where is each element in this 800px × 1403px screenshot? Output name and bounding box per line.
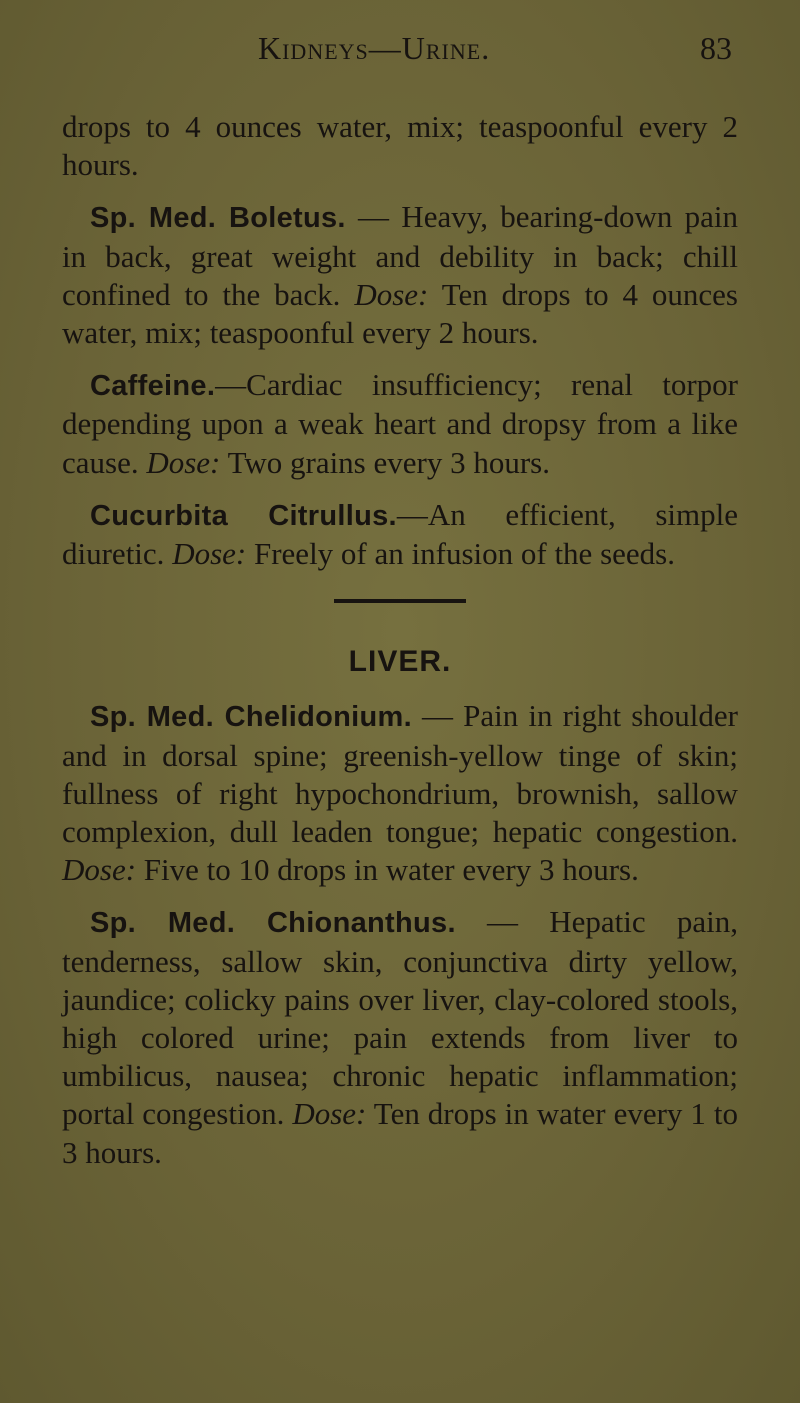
dose-text: Two grains every 3 hours. (220, 444, 550, 480)
entry-chelidonium (62, 697, 738, 889)
paragraph-text: drops to 4 ounces water, mix; teaspoonful every 2 hours. (62, 109, 738, 183)
entry-term: Sp. Med. Boletus. (90, 202, 346, 235)
dose-label: Dose: (62, 852, 137, 888)
entry-text: — Hepatic pain, tenderness, sallow skin, conjunctiva dirty yellow, jaundice; colicky pains over liver, clay-colored stools, high colored urine; pain extends from liver to umbilicus, nausea; chronic hepatic inflammation; portal congestion. (62, 904, 739, 1132)
entry-caffeine (62, 366, 738, 482)
page-number: 83 (700, 30, 732, 66)
dose-text: Ten drops to 4 ounces water, mix; teaspoonful every 2 hours. (62, 276, 738, 351)
running-head: Kidneys—Urine. (258, 30, 491, 66)
page-body (62, 108, 738, 1186)
dose-label: Dose: (146, 444, 221, 480)
entry-term: Caffeine. (90, 370, 216, 403)
dose-text: Freely of an infusion of the seeds. (246, 536, 675, 572)
entry-term: Sp. Med. Chelidonium. (90, 701, 412, 734)
entry-chionanthus (62, 903, 738, 1171)
entry-term: Cucurbita Citrullus. (90, 499, 397, 532)
entry-cucurbita (62, 496, 738, 573)
entry-boletus (62, 198, 738, 352)
dose-label: Dose: (354, 276, 429, 312)
dose-text: Five to 10 drops in water every 3 hours. (136, 852, 639, 888)
entry-text: —Cardiac insufficiency; renal torpor depending upon a weak heart and dropsy from a like cause. (62, 367, 738, 480)
dose-label: Dose: (172, 536, 247, 572)
entry-text: — Heavy, bearing-down pain in back, great weight and debility in back; chill confined to the back. (62, 199, 738, 312)
entry-text: —An efficient, simple diuretic. (62, 496, 738, 572)
dose-label: Dose: (292, 1096, 367, 1132)
entry-term: Sp. Med. Chionanthus. (90, 907, 456, 940)
page-header (0, 30, 800, 80)
section-title: LIVER. (348, 645, 452, 679)
paragraph-continuation (62, 108, 738, 184)
section-divider (334, 599, 466, 603)
entry-text: — Pain in right shoulder and in dorsal spine; greenish-yellow tinge of skin; fullness of right hypochondrium, brownish, sallow complexion, dull leaden tongue; hepatic congestion. (62, 698, 738, 850)
dose-text: Ten drops in water every 1 to 3 hours. (62, 1096, 738, 1170)
